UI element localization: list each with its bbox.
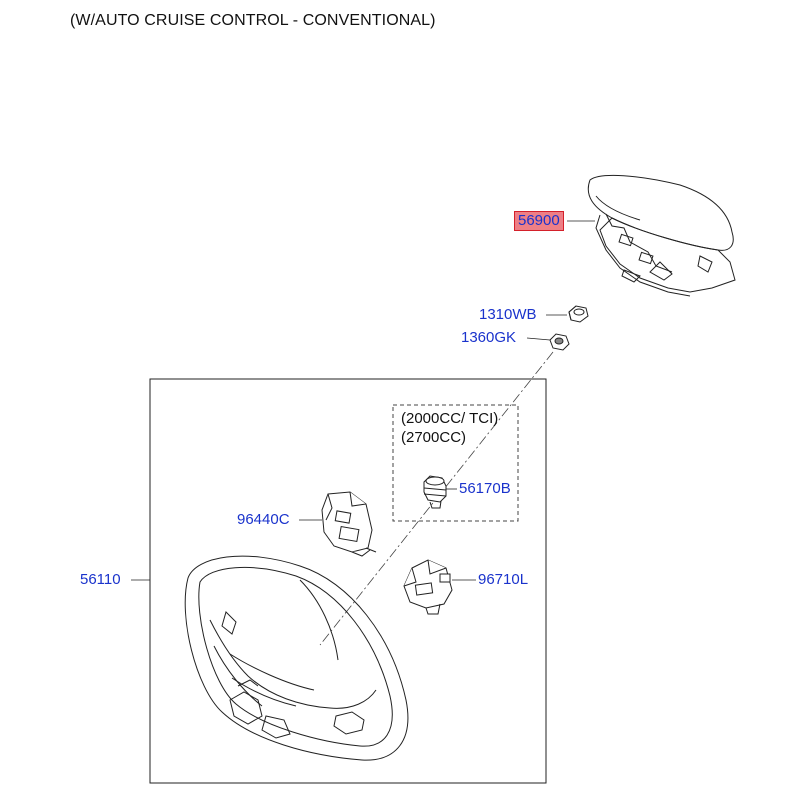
- part-label-96710l[interactable]: 96710L: [478, 571, 529, 588]
- condition-text-line2: (2700CC): [401, 429, 467, 446]
- diagram-title: (W/AUTO CRUISE CONTROL - CONVENTIONAL): [70, 12, 436, 29]
- airbag-module-icon: [588, 175, 735, 296]
- part-label-96440c[interactable]: 96440C: [237, 511, 290, 528]
- part-label-56170b[interactable]: 56170B: [459, 480, 511, 497]
- nut-icon: [550, 334, 569, 350]
- remote-switch-right-icon: [404, 560, 452, 614]
- remote-switch-left-icon: [322, 492, 376, 556]
- bolt-icon: [569, 306, 588, 322]
- part-label-56900[interactable]: 56900: [514, 211, 564, 231]
- part-label-56110[interactable]: 56110: [80, 571, 121, 588]
- steering-wheel-icon: [185, 556, 408, 760]
- leader-1360gk: [527, 338, 550, 340]
- part-label-1310wb[interactable]: 1310WB: [479, 306, 537, 323]
- part-label-1360gk[interactable]: 1360GK: [461, 329, 517, 346]
- condition-text-line1: (2000CC/ TCI): [401, 410, 499, 427]
- damper-icon: [424, 476, 446, 508]
